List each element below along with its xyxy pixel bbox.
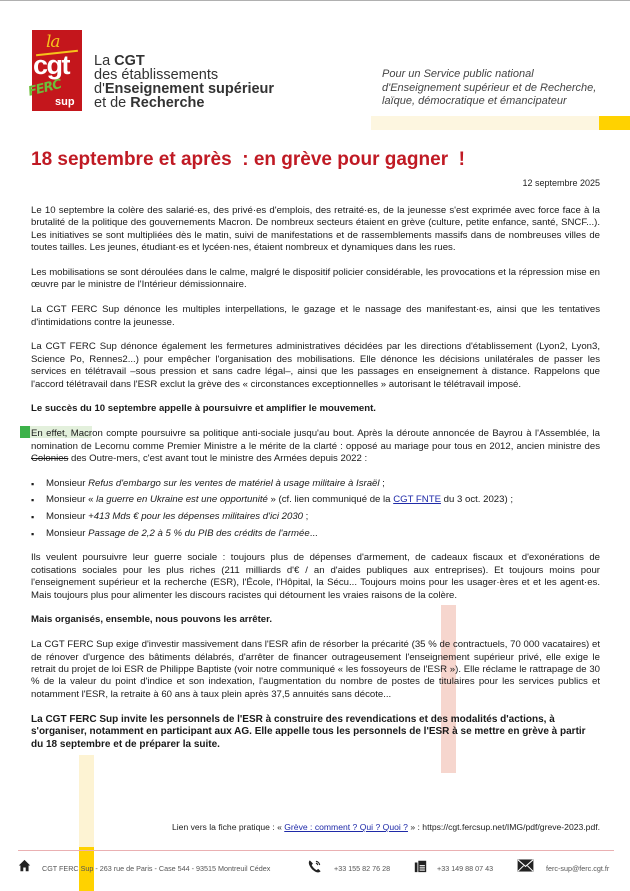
list-item-italic: Passage de 2,2 à 5 % du PIB des crédits de l'armée: [88, 527, 310, 539]
bullet-list: [31, 478, 600, 540]
page-top-border: [0, 0, 630, 1]
paragraph: [31, 428, 600, 465]
organization-name: [94, 54, 274, 110]
document-title: 18 septembre et après : en grève pour gagner !: [31, 149, 465, 170]
reference-text: Lien vers la fiche pratique : «: [171, 822, 285, 832]
list-item: [31, 528, 600, 540]
paragraph: La CGT FERC Sup dénonce les multiples interpellations, le gazage et le nassage des manifestant·es, ainsi que les tentatives d'intimidations contre la jeunesse.: [31, 304, 600, 328]
tagline-line: laïque, démocratique et émancipateur: [382, 95, 567, 107]
strike-guide-link[interactable]: Grève : comment ? Qui ? Quoi ?: [284, 822, 408, 832]
footer-fax: +33 149 88 07 43: [437, 864, 494, 873]
list-item-text: » (cf. lien communiqué de la: [267, 494, 394, 506]
tagline-line: d'Enseignement supérieur et de Recherche,: [382, 81, 597, 94]
paragraph: Ils veulent poursuivre leur guerre sociale : toujours plus de dépenses d'armement, de cadeaux fiscaux et d'exonérations de cotisations sociales pour les plus riches (211 milliards d'€ / an d'aides publiques aux entreprises). Et toujours moins pour l'enseignement supérieur et la recherche (ESR), l'École, l'Hôpital, la Sécu... Toujours moins pour les usager·ères et et les agent·es. Mais toujours plus pour alimenter les discours racistes qui détournent les vraies raisons de la colère.: [31, 552, 600, 601]
practical-sheet-reference: [172, 822, 600, 832]
paragraph-text: En effet, Macron compte poursuivre sa politique anti-sociale jusqu'au bout. Après la déroute annoncée de Bayrou à l'Assemblée, la nomination de Lecornu comme Premier Ministre a le mérite de la clarté : opposé au mariage pour tous en 2012, ancien ministre des: [31, 428, 600, 452]
org-name-text: des établissements: [94, 67, 219, 83]
paragraph: La CGT FERC Sup exige d'investir massivement dans l'ESR afin de résorber la précarité (35 % de contractuels, 70 000 vacataires) et de rénover d'urgence des bâtiments délabrés, d'arrêter de financer outrageusement l'enseignement supérieur privé, elle exige le retrait du projet de loi ESR de Philippe Baptiste (voir notre communiqué « les fossoyeurs de l'ESR »). Elle réclame le rattrapage de 30 % de la valeur du point d'indice et son indexation, l'augmentation du nombre de postes de titulaires pour les services publics et notamment l'ESR, la retraite à 60 ans à taux plein après 37,5 annuités sans décote...: [31, 639, 600, 700]
list-item-text: ;: [303, 511, 309, 523]
fax-icon: [414, 859, 428, 873]
phone-icon: [307, 859, 321, 873]
list-item: [31, 494, 600, 506]
org-name-bold: Enseignement supérieur: [104, 81, 275, 97]
paragraph-text: des Outre-mers, c'est avant tout le ministre des Armées depuis 2022 :: [68, 453, 368, 465]
list-item-text: Monsieur «: [46, 494, 97, 506]
org-name-bold: CGT: [114, 53, 145, 69]
org-name-text: et de: [94, 95, 131, 111]
list-item-text: ;: [379, 477, 385, 489]
list-item-text: Monsieur: [46, 527, 89, 539]
paragraph: La CGT FERC Sup dénonce également les fermetures administratives décidées par les directions d'établissement (Lyon2, Lyon3, Science Po, Rennes2...) pour empêcher l'organisation des mobilisations. Elle dénonce les décisions unilatérales de passer les services en télétravail –sous pression et sans cadre légal–, ainsi que les passages en enseignement à distance. Rappelons que l'accord télétravail dans l'ESR exclut la grève des « circonstances exceptionnelles » autorisant le télétravail imposé.: [31, 341, 600, 390]
decorative-band-light-yellow: [371, 116, 601, 130]
document-date: 12 septembre 2025: [522, 178, 600, 188]
logo-ferc-text: FERC: [26, 77, 63, 100]
section-heading: Mais organisés, ensemble, nous pouvons les arrêter.: [31, 614, 272, 626]
section-heading: Le succès du 10 septembre appelle à poursuivre et amplifier le mouvement.: [31, 403, 376, 415]
cgt-fnte-link[interactable]: CGT FNTE: [393, 494, 441, 506]
list-item: [31, 511, 600, 523]
cgt-ferc-sup-logo: [26, 30, 82, 111]
logo-cgt-text: cgt: [33, 50, 69, 80]
strikethrough-text: Colonies: [31, 453, 69, 465]
footer-divider: [18, 850, 614, 851]
organization-tagline: [382, 68, 596, 109]
call-to-action-paragraph: La CGT FERC Sup invite les personnels de l'ESR à construire des revendications et des modalités d'actions, à s'organiser, notamment en participant aux AG. Elle appelle tous les personnels de l'ESR à se mettre en grève à partir du 18 septembre et de préparer la suite.: [31, 713, 586, 750]
list-item-text: Monsieur: [46, 477, 89, 489]
reference-url-text: » : https://cgt.fercsup.net/IMG/pdf/greve-2023.pdf.: [407, 822, 600, 832]
list-item: [31, 478, 600, 490]
org-name-text: d': [94, 81, 105, 97]
footer-email[interactable]: ferc-sup@ferc.cgt.fr: [546, 864, 610, 873]
envelope-icon: [517, 859, 534, 873]
paragraph: Le 10 septembre la colère des salarié·es, des privé·es d'emplois, des retraité·es, de la jeunesse s'est exprimée avec force face à la brutalité de la politique des gouvernements Macron. De nombreux secteurs étaient en grève (culture, petite enfance, santé, SNCF...). Les initiatives se sont multipliées dès le matin, suivi de manifestations et de rassemblements massifs dans de nombreuses villes de toutes tailles. Les jeunes, étudiant·es et lycéen·nes, étaient nombreux et dynamiques dans les rues.: [31, 205, 600, 254]
footer: [0, 859, 630, 879]
decorative-band-yellow: [599, 116, 630, 130]
list-item-italic: +413 Mds € pour les dépenses militaires d'ici 2030: [88, 511, 304, 523]
org-name-text: La: [94, 53, 115, 69]
list-item-italic: Refus d'embargo sur les ventes de matériel à usage militaire à Israël: [88, 477, 380, 489]
footer-phone: +33 155 82 76 28: [334, 864, 391, 873]
list-item-text: Monsieur: [46, 511, 89, 523]
list-item-text: ...: [309, 527, 318, 539]
document-body: [31, 205, 600, 751]
decorative-column-light-yellow: [79, 755, 94, 847]
tagline-line: Pour un Service public national: [382, 68, 534, 80]
logo-sup-text: sup: [55, 96, 75, 108]
logo-la-text: la: [46, 32, 60, 52]
footer-address: CGT FERC Sup - 263 rue de Paris - Case 544 - 93515 Montreuil Cédex: [42, 864, 271, 873]
paragraph: Les mobilisations se sont déroulées dans le calme, malgré le dispositif policier considérable, les provocations et la répression mise en œuvre par le ministre de l'Intérieur démissionnaire.: [31, 267, 600, 291]
home-icon: [18, 859, 32, 873]
list-item-italic: la guerre en Ukraine est une opportunité: [96, 494, 268, 506]
decorative-band-green: [20, 426, 30, 438]
org-name-bold: Recherche: [130, 95, 205, 111]
list-item-text: du 3 oct. 2023) ;: [440, 494, 513, 506]
